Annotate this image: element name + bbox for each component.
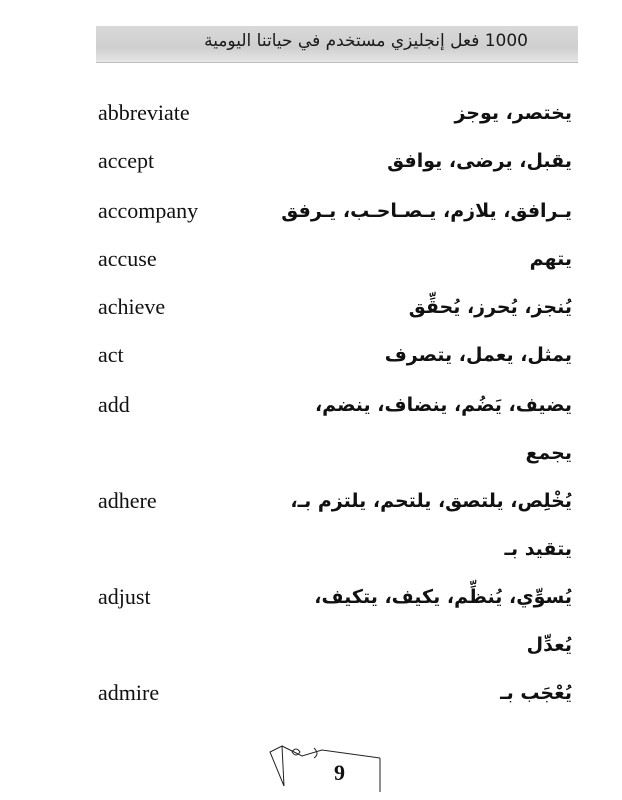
english-verb: achieve — [98, 294, 166, 319]
arabic-meaning: يُعْجَب بـ — [500, 682, 572, 704]
english-verb: accept — [98, 148, 155, 173]
arabic-meaning: يمثل، يعمل، يتصرف — [384, 344, 572, 366]
arabic-meaning: يُسوِّي، يُنظِّم، يكيف، يتكيف، — [314, 586, 572, 608]
page-number: 9 — [334, 760, 345, 785]
arabic-meaning-continued: يجمع — [525, 442, 572, 464]
english-verb: add — [98, 392, 130, 417]
english-verb: accompany — [98, 198, 199, 223]
arabic-meaning: يُنجز، يُحرز، يُحقِّق — [408, 296, 572, 318]
arabic-meaning: يـرافق، يلازم، يـصـاحـب، يـرفق — [281, 200, 572, 222]
arabic-meaning-continued: يتقيد بـ — [504, 538, 572, 560]
arabic-meaning-continued: يُعدِّل — [526, 634, 572, 656]
english-verb: adjust — [98, 584, 151, 609]
arabic-meaning: يُخْلِص، يلتصق، يلتحم، يلتزم بـ، — [290, 490, 572, 512]
english-verb: accuse — [98, 246, 157, 271]
arabic-meaning: يقبل، يرضى، يوافق — [387, 150, 572, 172]
arabic-meaning: يختصر، يوجز — [454, 102, 572, 124]
english-verb: adhere — [98, 488, 157, 513]
english-verb: abbreviate — [98, 100, 190, 125]
running-header — [96, 26, 578, 63]
page-footer — [262, 742, 384, 792]
english-verb: admire — [98, 680, 160, 705]
book-title: 1000 فعل إنجليزي مستخدم في حياتنا اليومية — [204, 31, 528, 51]
arabic-meaning: يضيف، يَضُم، ينضاف، ينضم، — [314, 394, 572, 416]
arabic-meaning: يتهم — [529, 248, 572, 270]
page-number-ornament — [262, 742, 384, 792]
english-verb: act — [98, 342, 124, 367]
